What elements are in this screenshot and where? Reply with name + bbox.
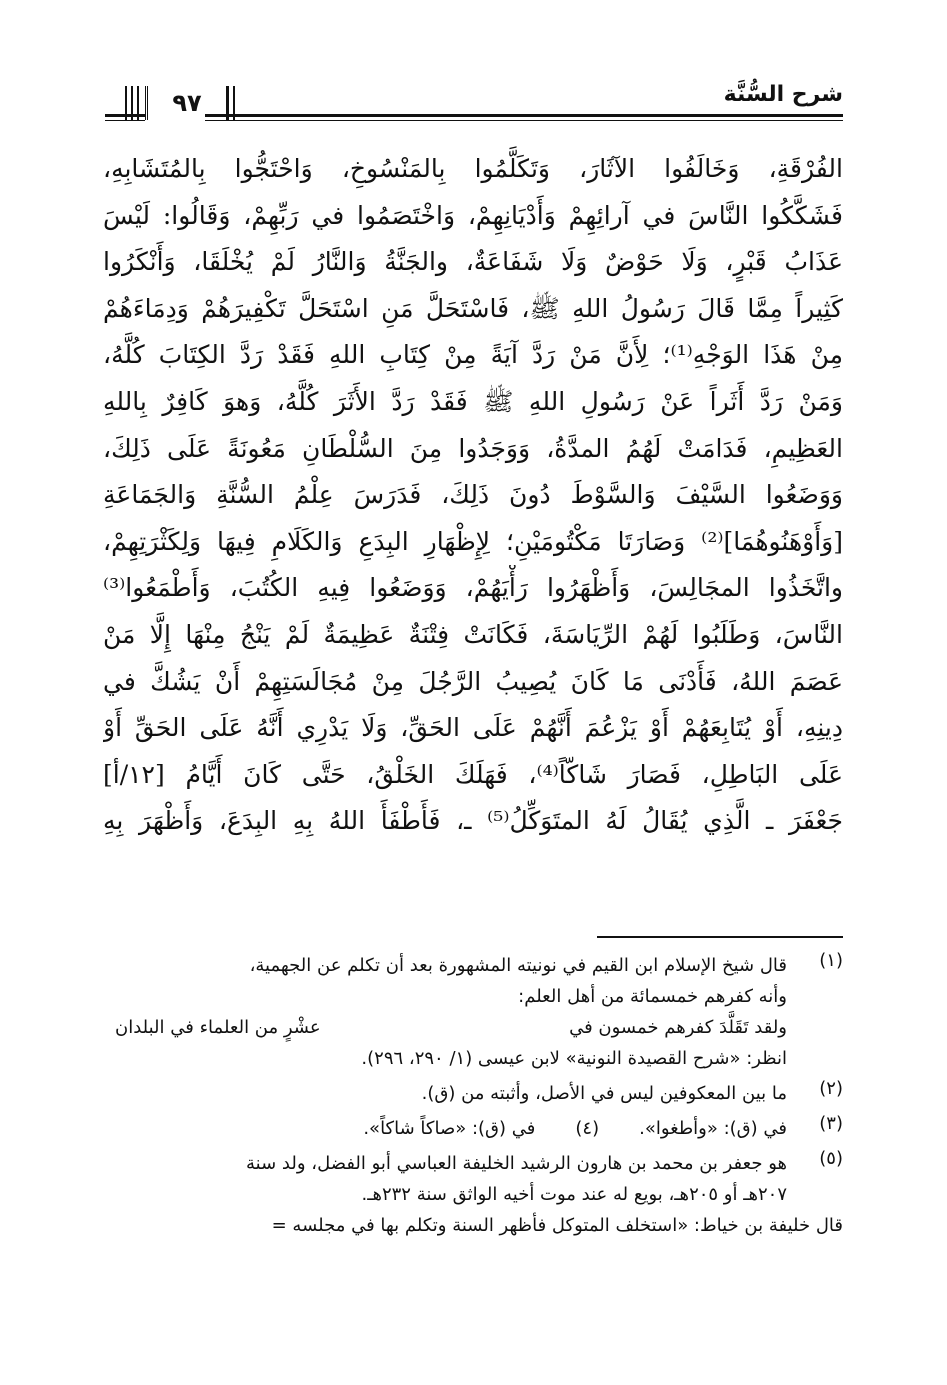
- footnote-line: في (ق): «صاكاً شاكاً».: [363, 1118, 536, 1139]
- main-text: [103, 146, 843, 845]
- text-line: عَلَى البَاطِلِ، فَصَارَ شَاكّاً⁽⁴⁾، فَهَلَكَ الخَلْقُ، حَتَّى كَانَ أَيَّامُ [١٢/أ]: [103, 759, 843, 789]
- footnote-number: (٥): [819, 1148, 843, 1169]
- poem-verse: [105, 1012, 787, 1043]
- footnotes: [105, 950, 843, 1245]
- header-rule-thin: [205, 120, 843, 121]
- footnote-2: [105, 1078, 843, 1109]
- text-line: دِينِهِ، أَوْ يُتَابِعَهُمْ أَوْ يَزْعُمَ أَنَّهُمْ عَلَى الحَقِّ، وَلَا يَدْرِي أَنَّهُ عَلَى الحَقِّ أَوْ: [103, 713, 843, 743]
- footnote-5: [105, 1148, 843, 1241]
- text-line: جَعْفَرَ ـ الَّذِي يُقَالُ لَهُ المتَوَكِّلُ⁽⁵⁾ ـ، فَأَطْفَأَ اللهُ بِهِ البِدَعَ، وَأَظْهَرَ بِهِ: [103, 806, 843, 836]
- page-number: ٩٧: [145, 86, 229, 120]
- text-line: عَصَمَ اللهُ، فَأَدْنَى مَا كَانَ يُصِيبُ الرَّجُلَ مِنْ مُجَالَسَتِهِمْ أَنْ يَشُكَّ في: [103, 666, 843, 696]
- footnote-number: (١): [819, 950, 843, 971]
- footnote-separator: [597, 936, 843, 938]
- text-line: وَوَضَعُوا السَّيْفَ وَالسَّوْطَ دُونَ ذَلِكَ، فَدَرَسَ عِلْمُ السُّنَّةِ وَالجَمَاعَةِ: [103, 480, 843, 510]
- header-rule: [205, 114, 843, 117]
- text-line: فَشَكَّكُوا النَّاسَ في آرائِهِمْ وَأَدْيَانِهِمْ، وَاخْتَصَمُوا في رَبِّهِمْ، وَقَالُوا: لَيْسَ: [103, 200, 843, 230]
- footnote-line: في (ق): «وأطغوا».: [639, 1118, 787, 1139]
- text-line: النَّاسَ، وَطَلَبُوا لَهُمْ الرِّيَاسَةَ، فَكَانَتْ فِتْنَةٌ عَظِيمَةٌ لَمْ يَنْجُ مِنْهَا إِلَّا مَنْ: [103, 619, 843, 649]
- header-ornament-left: [105, 86, 145, 120]
- footnote-number: (٤): [575, 1118, 600, 1139]
- text-line: العَظِيمِ، فَدَامَتْ لَهُمُ المدَّةُ، وَوَجَدُوا مِنَ السُّلْطَانِ مَعُونَةً عَلَى ذَلِكَ،: [103, 433, 843, 463]
- poem-hemistich-right: ولقد تَقَلَّدَ كفرهم خمسون في: [569, 1017, 787, 1038]
- text-line: واتَّخَذُوا المجَالِسَ، وَأَظْهَرُوا رَأْيَهُمْ، وَوَضَعُوا فِيهِ الكُتُبَ، وَأَطْمَعُوا⁽³⁾: [103, 573, 843, 603]
- footnote-line: ما بين المعكوفين ليس في الأصل، وأثبته من (ق).: [421, 1083, 787, 1104]
- text-line: مِنْ هَذَا الوَجْهِ⁽¹⁾؛ لِأَنَّ مَنْ رَدَّ آيَةً مِنْ كِتَابِ اللهِ فَقَدْ رَدَّ الكِتَابَ كُلَّهُ،: [103, 340, 843, 370]
- text-line: عَذَابُ قَبْرٍ، وَلَا حَوْضٌ وَلَا شَفَاعَةٌ، والجَنَّةُ وَالنَّارُ لَمْ يُخْلَقَا، وَأَنْكَرُوا: [103, 247, 843, 277]
- footnote-number: (٢): [819, 1078, 843, 1099]
- poem-hemistich-left: عشْرٍ من العلماء في البلدان: [115, 1017, 321, 1038]
- text-line: الفُرْقَةِ، وَخَالَفُوا الآثَارَ، وَتَكَلَّمُوا بِالمَنْسُوخِ، وَاحْتَجُّوا بِالمُتَشَابِهِ،: [103, 154, 843, 183]
- footnote-1: [105, 950, 843, 1074]
- footnote-line: انظر: «شرح القصيدة النونية» لابن عيسى (١/ ٢٩٠، ٢٩٦).: [361, 1048, 787, 1069]
- footnote-line: هو جعفر بن محمد بن هارون الرشيد الخليفة العباسي أبو الفضل، ولد سنة: [246, 1153, 787, 1174]
- footnote-line: وأنه كفرهم خمسمائة من أهل العلم:: [518, 986, 787, 1007]
- footnote-3-4: [105, 1113, 843, 1144]
- footnote-line: ٢٠٧هـ أو ٢٠٥هـ، بويع له عند موت أخيه الواثق سنة ٢٣٢هـ.: [361, 1184, 787, 1205]
- page-header: [105, 82, 843, 124]
- footnote-line: قال شيخ الإسلام ابن القيم في نونيته المشهورة بعد أن تكلم عن الجهمية،: [249, 955, 787, 976]
- footnote-line: قال خليفة بن خياط: «استخلف المتوكل فأظهر السنة وتكلم بها في مجلسه =: [271, 1215, 843, 1236]
- text-line: [وَأَوْهَنُوهُمَا]⁽²⁾ وَصَارَتَا مَكْتُومَيْنِ؛ لِإِظْهَارِ البِدَعِ وَالكَلَامِ فِيهَا وَلِكَثْرَتِهِمْ،: [103, 526, 843, 556]
- header-ornament-right: [223, 86, 241, 120]
- text-line: وَمَنْ رَدَّ أَثَراً عَنْ رَسُولِ اللهِ ﷺ فَقَدْ رَدَّ الأَثَرَ كُلَّهُ، وَهوَ كَافِرٌ بِاللهِ: [103, 386, 843, 416]
- footnote-number: (٣): [819, 1113, 843, 1134]
- running-title: شرح السُّنَّة: [723, 82, 843, 107]
- text-line: كَثِيراً مِمَّا قَالَ رَسُولُ اللهِ ﷺ، فَاسْتَحَلَّ مَنِ اسْتَحَلَّ تَكْفِيرَهُمْ وَدِمَاءَهُمْ: [103, 293, 843, 323]
